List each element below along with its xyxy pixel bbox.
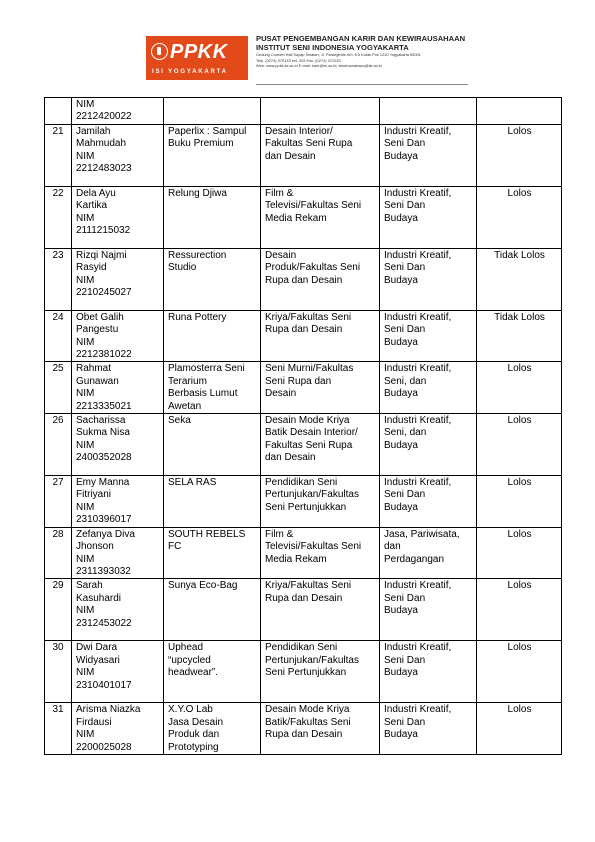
study-program-cell <box>261 527 380 579</box>
participant-name-line: Zefanya Diva <box>76 528 135 540</box>
web-line: Web: www.ppkk.isi.ac.id E-mail: karir@isi.ac.id, kewirausahaan@isi.ac.id <box>256 63 382 68</box>
table-row <box>45 703 562 755</box>
participant-name-line: Gunawan <box>76 375 119 387</box>
business-sector-line: Industri Kreatif, <box>384 125 452 137</box>
participant-name-line: NIM <box>76 336 95 348</box>
participant-name-line: 2212483023 <box>76 163 132 175</box>
status-cell: Lolos <box>477 124 562 186</box>
participant-name-line: Arisma Niazka <box>76 704 141 716</box>
business-sector-line: Industri Kreatif, <box>384 704 452 716</box>
business-sector-cell <box>380 310 477 362</box>
table-row <box>45 248 562 310</box>
logo-text: PPKK <box>170 41 228 63</box>
organization-name: PUSAT PENGEMBANGAN KARIR DAN KEWIRAUSAHAAN <box>256 34 466 43</box>
participant-name-line: NIM <box>76 439 95 451</box>
study-program-line: Desain Mode Kriya <box>265 704 350 716</box>
business-sector-cell <box>380 98 477 125</box>
business-sector-line: Seni Dan <box>384 592 426 604</box>
business-name-line: Jasa Desain <box>168 716 224 728</box>
table-row <box>45 362 562 414</box>
business-name-cell <box>164 703 261 755</box>
table-row <box>45 579 562 641</box>
business-sector-line: Budaya <box>384 439 418 451</box>
participant-name-cell <box>72 414 164 476</box>
business-sector-line: Budaya <box>384 336 418 348</box>
study-program-line: Film & <box>265 528 294 540</box>
study-program-line: Produk/Fakultas Seni <box>265 262 361 274</box>
business-name-line: Studio <box>168 262 197 274</box>
business-sector-line: Seni Dan <box>384 489 426 501</box>
business-name-line: Prototyping <box>168 741 219 753</box>
business-sector-cell <box>380 124 477 186</box>
business-sector-cell <box>380 527 477 579</box>
participant-name-line: Rasyid <box>76 262 107 274</box>
business-name-cell <box>164 186 261 248</box>
study-program-line: Rupa dan Desain <box>265 324 343 336</box>
status-cell <box>477 98 562 125</box>
business-name-line: Runa Pottery <box>168 311 227 323</box>
institute-emblem-icon <box>151 43 168 60</box>
study-program-line: Film & <box>265 187 294 199</box>
business-sector-line: Budaya <box>384 605 418 617</box>
participant-name-line: 2311393032 <box>76 565 131 577</box>
participant-name-line: Dwi Dara <box>76 642 118 654</box>
logo-subtext: ISI YOGYAKARTA <box>152 69 228 75</box>
study-program-cell <box>261 703 380 755</box>
study-program-line: Televisi/Fakultas Seni <box>265 200 362 212</box>
header-divider <box>256 84 468 85</box>
study-program-line: dan Desain <box>265 452 316 464</box>
business-sector-line: Industri Kreatif, <box>384 642 452 654</box>
participant-name-line: Sukma Nisa <box>76 427 130 439</box>
participant-name-line: 2310401017 <box>76 679 132 691</box>
status-cell: Lolos <box>477 414 562 476</box>
business-name-cell <box>164 414 261 476</box>
study-program-line: Rupa dan Desain <box>265 274 343 286</box>
participant-name-line: NIM <box>76 212 95 224</box>
business-name-line: Awetan <box>168 400 202 412</box>
study-program-line: Desain Interior/ <box>265 125 333 137</box>
business-name-line: SOUTH REBELS <box>168 528 246 540</box>
participant-name-line: NIM <box>76 150 95 162</box>
business-sector-line: Budaya <box>384 388 418 400</box>
status-cell: Lolos <box>477 641 562 703</box>
business-name-line: FC <box>168 541 182 553</box>
study-program-line: Pendidikan Seni <box>265 477 338 489</box>
table-row <box>45 124 562 186</box>
business-sector-line: Jasa, Pariwisata, <box>384 528 460 540</box>
business-sector-line: Industri Kreatif, <box>384 477 452 489</box>
row-number: 26 <box>45 414 72 476</box>
participant-name-line: 2212420022 <box>76 111 132 123</box>
table-row <box>45 310 562 362</box>
participant-name-cell <box>72 362 164 414</box>
study-program-line: Batik/Fakultas Seni <box>265 716 351 728</box>
business-name-line: Sunya Eco-Bag <box>168 580 238 592</box>
business-name-line: Berbasis Lumut <box>168 388 238 400</box>
business-name-line: SELA RAS <box>168 477 217 489</box>
letterhead <box>146 30 466 86</box>
participant-name-line: NIM <box>76 274 95 286</box>
business-sector-line: Budaya <box>384 212 418 224</box>
table-row <box>45 186 562 248</box>
address-line: Gedung Concert Hall Sayap Selatan, Jl. Parangtritis Km. 6,5 Kotak Pos 1210 Yogyakarta 55001 <box>256 52 421 57</box>
study-program-cell <box>261 248 380 310</box>
study-program-cell <box>261 310 380 362</box>
study-program-line: Pertunjukan/Fakultas <box>265 489 359 501</box>
table-row <box>45 414 562 476</box>
study-program-line: Fakultas Seni Rupa <box>265 439 353 451</box>
business-name-cell <box>164 476 261 528</box>
business-sector-cell <box>380 579 477 641</box>
participant-name-line: 2212381022 <box>76 349 132 361</box>
business-name-line: “upcycled <box>168 654 211 666</box>
business-sector-line: Industri Kreatif, <box>384 249 452 261</box>
business-sector-line: Seni Dan <box>384 654 426 666</box>
business-sector-line: Seni Dan <box>384 138 426 150</box>
study-program-cell <box>261 579 380 641</box>
business-name-cell <box>164 641 261 703</box>
row-number: 22 <box>45 186 72 248</box>
study-program-line: Desain <box>265 249 297 261</box>
participant-name-cell <box>72 186 164 248</box>
participant-name-line: Sacharissa <box>76 415 126 427</box>
business-sector-line: Industri Kreatif, <box>384 363 452 375</box>
business-name-line: Ressurection <box>168 249 227 261</box>
participant-name-line: 2400352028 <box>76 452 132 464</box>
business-name-cell <box>164 362 261 414</box>
business-sector-line: Seni Dan <box>384 200 426 212</box>
participant-name-cell <box>72 310 164 362</box>
study-program-cell <box>261 641 380 703</box>
study-program-cell <box>261 186 380 248</box>
participants-table <box>44 97 562 755</box>
business-sector-cell <box>380 186 477 248</box>
participant-name-line: Sarah <box>76 580 103 592</box>
business-name-line: headwear”. <box>168 667 219 679</box>
business-sector-line: Industri Kreatif, <box>384 187 452 199</box>
participant-name-line: Dela Ayu <box>76 187 116 199</box>
participant-name-line: NIM <box>76 501 95 513</box>
business-sector-line: Industri Kreatif, <box>384 415 452 427</box>
participant-name-line: Mahmudah <box>76 138 127 150</box>
study-program-line: Rupa dan Desain <box>265 729 343 741</box>
study-program-line: Televisi/Fakultas Seni <box>265 541 362 553</box>
study-program-cell <box>261 98 380 125</box>
business-sector-line: Industri Kreatif, <box>384 311 452 323</box>
business-sector-line: Seni, dan <box>384 427 427 439</box>
participant-name-line: Rahmat <box>76 363 112 375</box>
institution-name: INSTITUT SENI INDONESIA YOGYAKARTA <box>256 43 409 52</box>
participant-name-cell <box>72 98 164 125</box>
study-program-line: Desain Mode Kriya <box>265 415 350 427</box>
business-name-cell <box>164 579 261 641</box>
business-sector-cell <box>380 362 477 414</box>
study-program-line: Kriya/Fakultas Seni <box>265 580 352 592</box>
row-number: 30 <box>45 641 72 703</box>
business-sector-line: Seni, dan <box>384 375 427 387</box>
study-program-cell <box>261 414 380 476</box>
participant-name-line: 2111215032 <box>76 225 131 237</box>
contact-line: Telp. (0274) 379133 ext. 203 Fax. (0274) 371233 <box>256 57 341 63</box>
study-program-line: Seni Rupa dan <box>265 375 332 387</box>
participant-name-cell <box>72 527 164 579</box>
study-program-cell <box>261 124 380 186</box>
business-sector-cell <box>380 476 477 528</box>
participant-name-line: NIM <box>76 605 95 617</box>
business-sector-cell <box>380 414 477 476</box>
table-row <box>45 98 562 125</box>
business-sector-line: Seni Dan <box>384 324 426 336</box>
row-number: 28 <box>45 527 72 579</box>
business-sector-line: dan <box>384 541 401 553</box>
status-cell: Lolos <box>477 527 562 579</box>
business-sector-cell <box>380 703 477 755</box>
row-number: 23 <box>45 248 72 310</box>
study-program-line: Rupa dan Desain <box>265 592 343 604</box>
business-sector-line: Budaya <box>384 729 418 741</box>
study-program-line: Desain <box>265 388 297 400</box>
business-name-cell <box>164 310 261 362</box>
status-cell: Lolos <box>477 579 562 641</box>
status-cell: Tidak Lolos <box>477 310 562 362</box>
business-name-line: Buku Premium <box>168 138 234 150</box>
business-sector-line: Budaya <box>384 150 418 162</box>
table-row <box>45 527 562 579</box>
participant-name-cell <box>72 579 164 641</box>
participant-name-line: Jamilah <box>76 125 111 137</box>
participant-name-line: NIM <box>76 99 95 110</box>
participant-name-line: Jhonson <box>76 541 114 553</box>
business-name-line: X.Y.O Lab <box>168 704 213 716</box>
row-number: 21 <box>45 124 72 186</box>
participant-name-line: Fitriyani <box>76 489 112 501</box>
business-sector-line: Seni Dan <box>384 716 426 728</box>
study-program-cell <box>261 362 380 414</box>
participant-name-line: Pangestu <box>76 324 119 336</box>
business-name-cell <box>164 248 261 310</box>
participant-name-line: NIM <box>76 388 95 400</box>
study-program-line: Pendidikan Seni <box>265 642 338 654</box>
participant-name-line: Obet Galih <box>76 311 124 323</box>
study-program-line: Batik Desain Interior/ <box>265 427 358 439</box>
row-number: 31 <box>45 703 72 755</box>
study-program-line: Pertunjukan/Fakultas <box>265 654 359 666</box>
participant-name-cell <box>72 703 164 755</box>
participant-name-line: Kartika <box>76 200 108 212</box>
participant-name-line: 2213335021 <box>76 400 132 412</box>
row-number <box>45 98 72 125</box>
participant-name-line: 2310396017 <box>76 514 132 526</box>
business-sector-line: Industri Kreatif, <box>384 580 452 592</box>
business-sector-cell <box>380 248 477 310</box>
study-program-line: Seni Pertunjukkan <box>265 501 347 513</box>
ppkk-logo <box>146 36 248 80</box>
participant-name-line: 2210245027 <box>76 287 132 299</box>
participant-name-line: NIM <box>76 667 95 679</box>
business-sector-line: Budaya <box>384 667 418 679</box>
study-program-cell <box>261 476 380 528</box>
participant-name-line: NIM <box>76 553 95 565</box>
business-name-cell <box>164 98 261 125</box>
participant-name-line: NIM <box>76 729 95 741</box>
row-number: 27 <box>45 476 72 528</box>
row-number: 29 <box>45 579 72 641</box>
business-name-line: Produk dan <box>168 729 220 741</box>
row-number: 24 <box>45 310 72 362</box>
participant-name-cell <box>72 641 164 703</box>
study-program-line: Seni Pertunjukkan <box>265 667 347 679</box>
participant-name-line: 2312453022 <box>76 617 132 629</box>
participant-name-line: Firdausi <box>76 716 112 728</box>
business-sector-line: Budaya <box>384 274 418 286</box>
participant-name-line: Widyasari <box>76 654 120 666</box>
status-cell: Lolos <box>477 186 562 248</box>
business-name-line: Paperlix : Sampul <box>168 125 247 137</box>
business-name-line: Seka <box>168 415 191 427</box>
row-number: 25 <box>45 362 72 414</box>
table-body <box>45 98 562 755</box>
status-cell: Lolos <box>477 476 562 528</box>
business-sector-cell <box>380 641 477 703</box>
study-program-line: Media Rekam <box>265 212 327 224</box>
status-cell: Tidak Lolos <box>477 248 562 310</box>
table-row <box>45 641 562 703</box>
business-name-line: Uphead <box>168 642 204 654</box>
business-name-line: Relung Djiwa <box>168 187 227 199</box>
study-program-line: Fakultas Seni Rupa <box>265 138 353 150</box>
organization-info <box>256 34 468 69</box>
status-cell: Lolos <box>477 362 562 414</box>
business-sector-line: Seni Dan <box>384 262 426 274</box>
study-program-line: dan Desain <box>265 150 316 162</box>
participant-name-cell <box>72 124 164 186</box>
participant-name-line: Rizqi Najmi <box>76 249 127 261</box>
business-name-cell <box>164 527 261 579</box>
participant-name-line: 2200025028 <box>76 741 132 753</box>
participant-name-line: Kasuhardi <box>76 592 122 604</box>
study-program-line: Media Rekam <box>265 553 327 565</box>
business-name-line: Plamosterra Seni <box>168 363 245 375</box>
business-name-line: Terarium <box>168 375 207 387</box>
study-program-line: Kriya/Fakultas Seni <box>265 311 352 323</box>
participant-name-cell <box>72 248 164 310</box>
study-program-line: Seni Murni/Fakultas <box>265 363 354 375</box>
business-sector-line: Perdagangan <box>384 553 445 565</box>
participant-name-line: Emy Manna <box>76 477 130 489</box>
business-sector-line: Budaya <box>384 501 418 513</box>
table-row <box>45 476 562 528</box>
status-cell: Lolos <box>477 703 562 755</box>
business-name-cell <box>164 124 261 186</box>
participant-name-cell <box>72 476 164 528</box>
